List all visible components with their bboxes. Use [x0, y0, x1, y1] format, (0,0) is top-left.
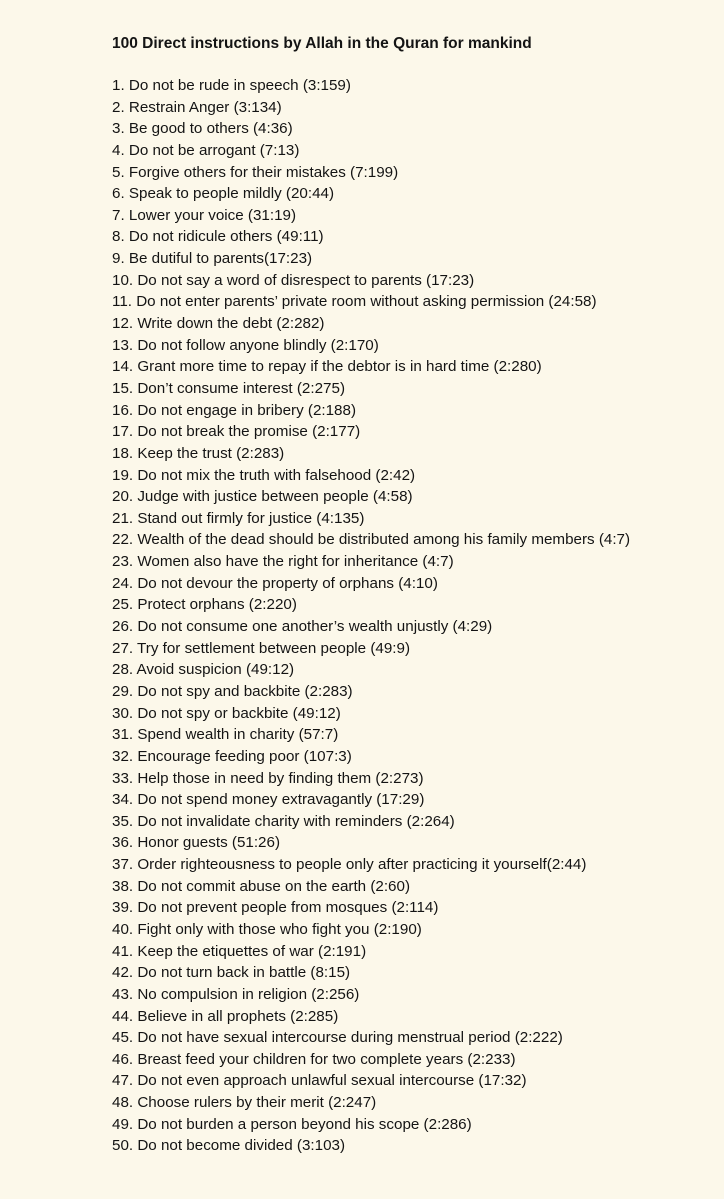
- instruction-item: 16. Do not engage in bribery (2:188): [112, 401, 357, 419]
- instruction-item: 22. Wealth of the dead should be distributed among his family members (4:7): [112, 531, 631, 549]
- instruction-item: 26. Do not consume one another’s wealth unjustly (4:29): [112, 618, 493, 636]
- instruction-item: 29. Do not spy and backbite (2:283): [112, 682, 353, 700]
- instruction-item: 25. Protect orphans (2:220): [112, 596, 297, 614]
- instruction-item: 30. Do not spy or backbite (49:12): [112, 704, 341, 722]
- instruction-item: 23. Women also have the right for inheritance (4:7): [112, 553, 454, 571]
- instruction-item: 50. Do not become divided (3:103): [112, 1137, 346, 1155]
- instruction-item: 7. Lower your voice (31:19): [112, 206, 297, 224]
- instruction-item: 11. Do not enter parents’ private room without asking permission (24:58): [112, 293, 597, 311]
- instruction-list: [112, 75, 724, 1157]
- instruction-item: 9. Be dutiful to parents(17:23): [112, 250, 313, 268]
- instruction-item: 31. Spend wealth in charity (57:7): [112, 726, 339, 744]
- instruction-item: 5. Forgive others for their mistakes (7:199): [112, 163, 399, 181]
- instruction-item: 34. Do not spend money extravagantly (17:29): [112, 791, 425, 809]
- instruction-item: 24. Do not devour the property of orphans (4:10): [112, 574, 438, 592]
- instruction-item: 3. Be good to others (4:36): [112, 120, 293, 138]
- instruction-item: 18. Keep the trust (2:283): [112, 444, 285, 462]
- instruction-item: 48. Choose rulers by their merit (2:247): [112, 1094, 377, 1112]
- instruction-item: 6. Speak to people mildly (20:44): [112, 185, 335, 203]
- instruction-item: 12. Write down the debt (2:282): [112, 315, 325, 333]
- instruction-item: 41. Keep the etiquettes of war (2:191): [112, 942, 367, 960]
- instruction-item: 2. Restrain Anger (3:134): [112, 98, 282, 116]
- instruction-item: 19. Do not mix the truth with falsehood (2:42): [112, 466, 416, 484]
- instruction-item: 40. Fight only with those who fight you (2:190): [112, 920, 422, 938]
- instruction-item: 8. Do not ridicule others (49:11): [112, 228, 324, 246]
- document-title: 100 Direct instructions by Allah in the Quran for mankind: [112, 35, 532, 52]
- instruction-item: 21. Stand out firmly for justice (4:135): [112, 509, 365, 527]
- instruction-item: 46. Breast feed your children for two complete years (2:233): [112, 1050, 516, 1068]
- instruction-item: 32. Encourage feeding poor (107:3): [112, 747, 352, 765]
- instruction-item: 17. Do not break the promise (2:177): [112, 423, 361, 441]
- instruction-item: 14. Grant more time to repay if the debtor is in hard time (2:280): [112, 358, 542, 376]
- instruction-item: 27. Try for settlement between people (49:9): [112, 639, 411, 657]
- instruction-item: 37. Order righteousness to people only after practicing it yourself(2:44): [112, 856, 587, 874]
- instruction-item: 42. Do not turn back in battle (8:15): [112, 964, 351, 982]
- instruction-item: 36. Honor guests (51:26): [112, 834, 281, 852]
- instruction-item: 35. Do not invalidate charity with reminders (2:264): [112, 812, 455, 830]
- instruction-item: 45. Do not have sexual intercourse during menstrual period (2:222): [112, 1029, 563, 1047]
- instruction-item: 4. Do not be arrogant (7:13): [112, 141, 300, 159]
- instruction-item: 20. Judge with justice between people (4:58): [112, 488, 413, 506]
- instruction-item: 10. Do not say a word of disrespect to parents (17:23): [112, 271, 475, 289]
- instruction-item: 47. Do not even approach unlawful sexual intercourse (17:32): [112, 1072, 527, 1090]
- instruction-item: 39. Do not prevent people from mosques (2:114): [112, 899, 439, 917]
- instruction-item: 49. Do not burden a person beyond his scope (2:286): [112, 1115, 472, 1133]
- instruction-item: 1. Do not be rude in speech (3:159): [112, 77, 351, 94]
- instruction-item: 33. Help those in need by finding them (2:273): [112, 769, 424, 787]
- instruction-item: 28. Avoid suspicion (49:12): [112, 661, 295, 679]
- instruction-item: 15. Don’t consume interest (2:275): [112, 379, 345, 397]
- instruction-item: 44. Believe in all prophets (2:285): [112, 1007, 339, 1025]
- instruction-item: 13. Do not follow anyone blindly (2:170): [112, 336, 379, 354]
- instruction-item: 38. Do not commit abuse on the earth (2:60): [112, 877, 411, 895]
- instruction-item: 43. No compulsion in religion (2:256): [112, 985, 360, 1003]
